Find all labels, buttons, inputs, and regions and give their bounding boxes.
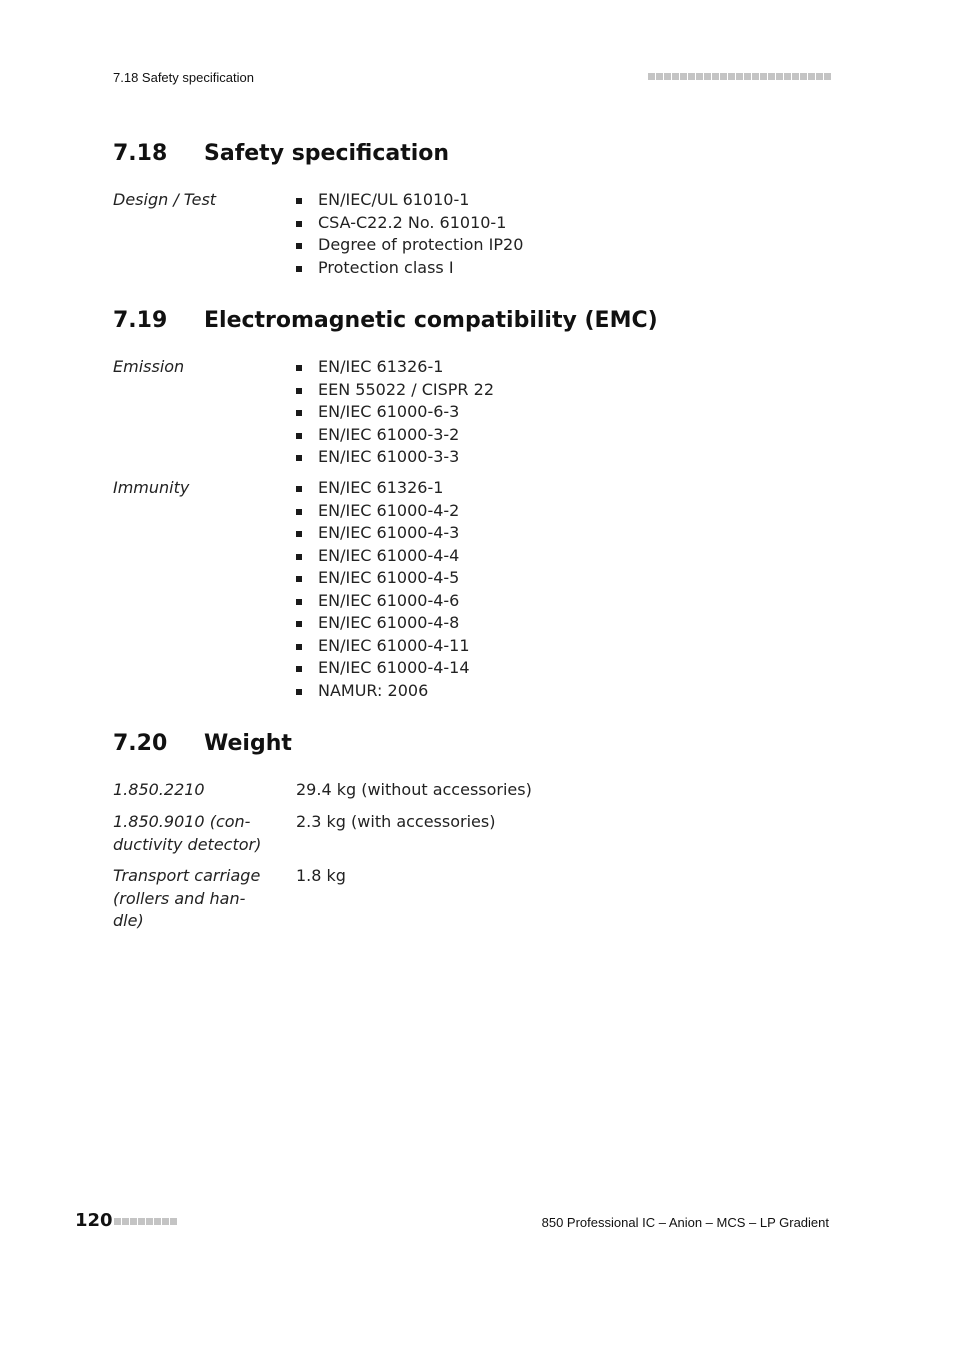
bullet-list: [296, 356, 494, 469]
list-item: EN/IEC 61000-4-4: [296, 545, 470, 568]
list-item: NAMUR: 2006: [296, 680, 470, 703]
bullet-list: [296, 189, 523, 279]
list-item: EN/IEC 61000-4-14: [296, 657, 470, 680]
list-item: EN/IEC 61000-6-3: [296, 401, 494, 424]
bullet-list: [296, 477, 470, 702]
footer-decor-squares: [114, 1218, 177, 1225]
row-label: Emission: [113, 357, 185, 376]
row-label: [113, 811, 263, 856]
row-label-line: 1.850.9010 (con-: [113, 812, 251, 831]
header-decor-squares: [648, 73, 831, 80]
row-label-line: ductivity detector): [113, 834, 262, 854]
list-item: Protection class I: [296, 257, 523, 280]
section-heading-emc: [113, 308, 658, 333]
row-label-line: Transport carriage: [113, 866, 261, 885]
list-item: EN/IEC 61000-3-2: [296, 424, 494, 447]
row-label-line: 1.850.2210: [113, 780, 205, 799]
list-item: EN/IEC 61000-3-3: [296, 446, 494, 469]
list-item: EN/IEC 61000-4-8: [296, 612, 470, 635]
list-item: EN/IEC 61000-4-11: [296, 635, 470, 658]
list-item: EN/IEC 61000-4-3: [296, 522, 470, 545]
section-number: 7.20: [113, 731, 168, 756]
section-heading-safety: [113, 141, 449, 166]
list-item: EN/IEC 61326-1: [296, 356, 494, 379]
page-number: 120: [75, 1210, 113, 1231]
row-label-line: dle): [113, 911, 144, 930]
document-title: 850 Professional IC – Anion – MCS – LP Gradient: [541, 1215, 829, 1230]
row-label: [113, 779, 263, 802]
list-item: EN/IEC/UL 61010-1: [296, 189, 523, 212]
list-item: EN/IEC 61000-4-5: [296, 567, 470, 590]
list-item: EN/IEC 61000-4-6: [296, 590, 470, 613]
section-title: Electromagnetic compatibility (EMC): [204, 308, 658, 333]
section-title: Weight: [204, 731, 292, 756]
row-label: Immunity: [113, 478, 190, 497]
weight-value: 29.4 kg (without accessories): [296, 780, 532, 799]
row-label: [113, 865, 263, 933]
section-title: Safety specification: [204, 141, 450, 166]
list-item: EEN 55022 / CISPR 22: [296, 379, 494, 402]
list-item: EN/IEC 61000-4-2: [296, 500, 470, 523]
weight-value: 1.8 kg: [296, 866, 346, 885]
list-item: Degree of protection IP20: [296, 234, 523, 257]
running-header-title: 7.18 Safety specification: [113, 70, 254, 85]
weight-value: 2.3 kg (with accessories): [296, 812, 496, 831]
section-heading-weight: [113, 731, 292, 756]
section-number: 7.18: [113, 141, 168, 166]
list-item: CSA-C22.2 No. 61010-1: [296, 212, 523, 235]
list-item: EN/IEC 61326-1: [296, 477, 470, 500]
row-label: Design / Test: [113, 190, 217, 209]
row-label-line: (rollers and han-: [113, 888, 246, 908]
section-number: 7.19: [113, 308, 168, 333]
